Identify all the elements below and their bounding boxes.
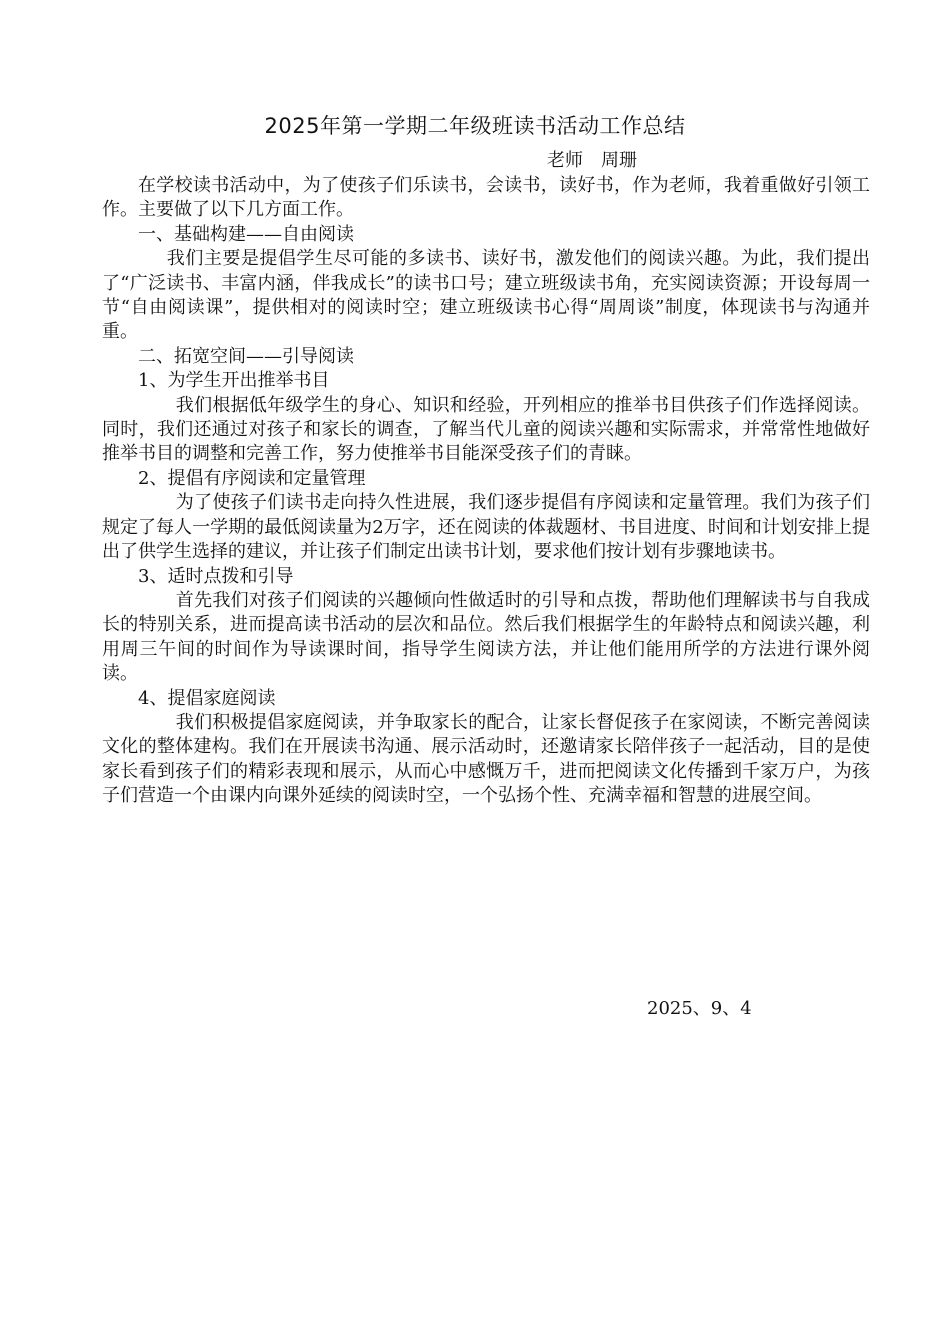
subsection-paragraph-4: 我们积极提倡家庭阅读，并争取家长的配合，让家长督促孩子在家阅读，不断完善阅读文化的整体建构。我们在开展读书沟通、展示活动时，还邀请家长陪伴孩子一起活动，目的是使家长看到孩子们的精彩表现和展示，从而心中感慨万千，进而把阅读文化传播到千家万户，为孩子们营造一个由课内向课外延续的阅读时空，一个弘扬个性、充满幸福和智慧的进展空间。 [102, 711, 870, 807]
subsection-heading-4: 4、提倡家庭阅读 [138, 687, 276, 709]
section-heading-2: 二、拓宽空间——引导阅读 [138, 345, 354, 367]
subsection-paragraph-2: 为了使孩子们读书走向持久性进展，我们逐步提倡有序阅读和定量管理。我们为孩子们规定了每人一学期的最低阅读量为2万字，还在阅读的体裁题材、书目进度、时间和计划安排上提出了供学生选择的建议，并让孩子们制定出读书计划，要求他们按计划有步骤地读书。 [102, 492, 870, 563]
document-title: 2025年第一学期二年级班读书活动工作总结 [264, 114, 686, 138]
section-paragraph-1: 我们主要是提倡学生尽可能的多读书、读好书，激发他们的阅读兴趣。为此，我们提出了“广泛读书、丰富内涵，伴我成长”的读书口号；建立班级读书角，充实阅读资源；开设每周一节“自由阅读课”，提供相对的阅读时空；建立班级读书心得“周周谈”制度，体现读书与沟通并重。 [102, 248, 870, 343]
document-date: 2025、9、4 [647, 998, 752, 1019]
subsection-heading-2: 2、提倡有序阅读和定量管理 [138, 467, 366, 489]
subsection-heading-1: 1、为学生开出推举书目 [138, 370, 330, 392]
section-heading-1: 一、基础构建——自由阅读 [138, 223, 354, 245]
intro-paragraph: 在学校读书活动中，为了使孩子们乐读书，会读书，读好书，作为老师，我着重做好引领工作。主要做了以下几方面工作。 [102, 175, 870, 221]
subsection-paragraph-3: 首先我们对孩子们阅读的兴趣倾向性做适时的引导和点拨，帮助他们理解读书与自我成长的特别关系，进而提高读书活动的层次和品位。然后我们根据学生的年龄特点和阅读兴趣，利用周三午间的时间作为导读课时间，指导学生阅读方法，并让他们能用所学的方法进行课外阅读。 [102, 589, 870, 685]
author-line: 老师 周珊 [547, 150, 637, 171]
document-body [102, 174, 870, 809]
subsection-paragraph-1: 我们根据低年级学生的身心、知识和经验，开列相应的推举书目供孩子们作选择阅读。同时，我们还通过对孩子和家长的调查，了解当代儿童的阅读兴趣和实际需求，并常常性地做好推举书目的调整和完善工作，努力使推举书目能深受孩子们的青睐。 [102, 394, 870, 465]
subsection-heading-3: 3、适时点拨和引导 [138, 565, 294, 587]
